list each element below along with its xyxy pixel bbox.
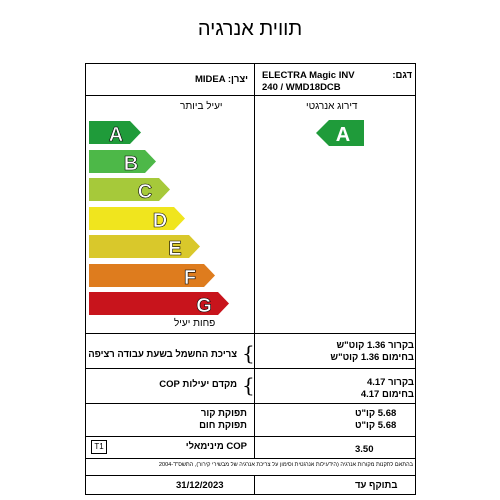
divider [85,95,416,96]
energy-class-b-bar [89,150,156,173]
energy-class-letter: G [196,295,212,315]
manufacturer-value: MIDEA [195,74,226,85]
regulation-footnote: בהתאם לתקנות מקורות אנרגיה (הידעילות אנרגטית וסימון על צריכת אנרגיה של מבשירי קירור), התשס"ד-2004 [158,462,413,468]
consumption-heating: בחימום 1.36 קוט"ש [330,352,414,363]
energy-class-letter: E [168,238,182,258]
min-cop-label: COP מינימאלי [185,441,247,452]
divider [85,436,416,437]
consumption-brace: { [242,341,255,365]
energy-rating-label: דירוג אנרגטי [306,101,358,112]
divider [85,368,416,369]
label-title: תווית אנרגיה [197,18,303,40]
cooling-capacity-label: תפוקת קור [200,408,247,419]
consumption-label: צריכת החשמל בשעת עבודה רציפה [88,349,237,360]
energy-class-letter: A [108,124,124,144]
best-efficiency-label: יעיל ביותר [180,101,223,112]
energy-class-a-bar [89,121,141,144]
energy-class-letter: D [152,210,168,230]
divider [85,475,416,476]
cop-heating: בחימום 4.17 [360,389,414,400]
svg-text:A: A [335,124,351,146]
energy-class-letter: F [183,267,197,287]
divider [85,333,416,334]
divider [85,458,416,459]
worst-efficiency-label: פחות יעיל [174,318,216,329]
cop-brace: { [242,373,255,397]
energy-class-e-bar [89,235,200,258]
column-divider [254,63,255,458]
manufacturer-label: יצרן: [227,74,248,85]
heating-capacity-label: תפוקת חום [199,420,247,431]
cooling-capacity-value: 5.68 קו"ט [355,408,397,419]
cop-label: מקדם יעילות COP [159,379,237,390]
min-cop-value: 3.50 [355,444,374,455]
model-label: דגם: [392,70,412,81]
divider [85,403,416,404]
energy-class-c-bar [89,178,170,201]
column-divider [254,475,255,495]
model-value: ELECTRA Magic INV 240 / WMD18DCB [262,70,355,93]
heating-capacity-value: 5.68 קו"ט [355,420,397,431]
climate-zone-badge: T1 [91,440,107,454]
consumption-cooling: בקרור 1.36 קוט"ש [336,340,414,351]
cop-cooling: בקרור 4.17 [366,377,414,388]
energy-class-d-bar [89,207,185,230]
selected-class-arrow [316,120,364,146]
validity-date: 31/12/2023 [176,480,224,491]
energy-class-f-bar [89,264,215,287]
validity-label: בתוקף עד [355,480,398,491]
energy-class-letter: B [123,153,139,173]
energy-class-letter: C [137,181,153,201]
energy-class-g-bar [89,292,229,315]
